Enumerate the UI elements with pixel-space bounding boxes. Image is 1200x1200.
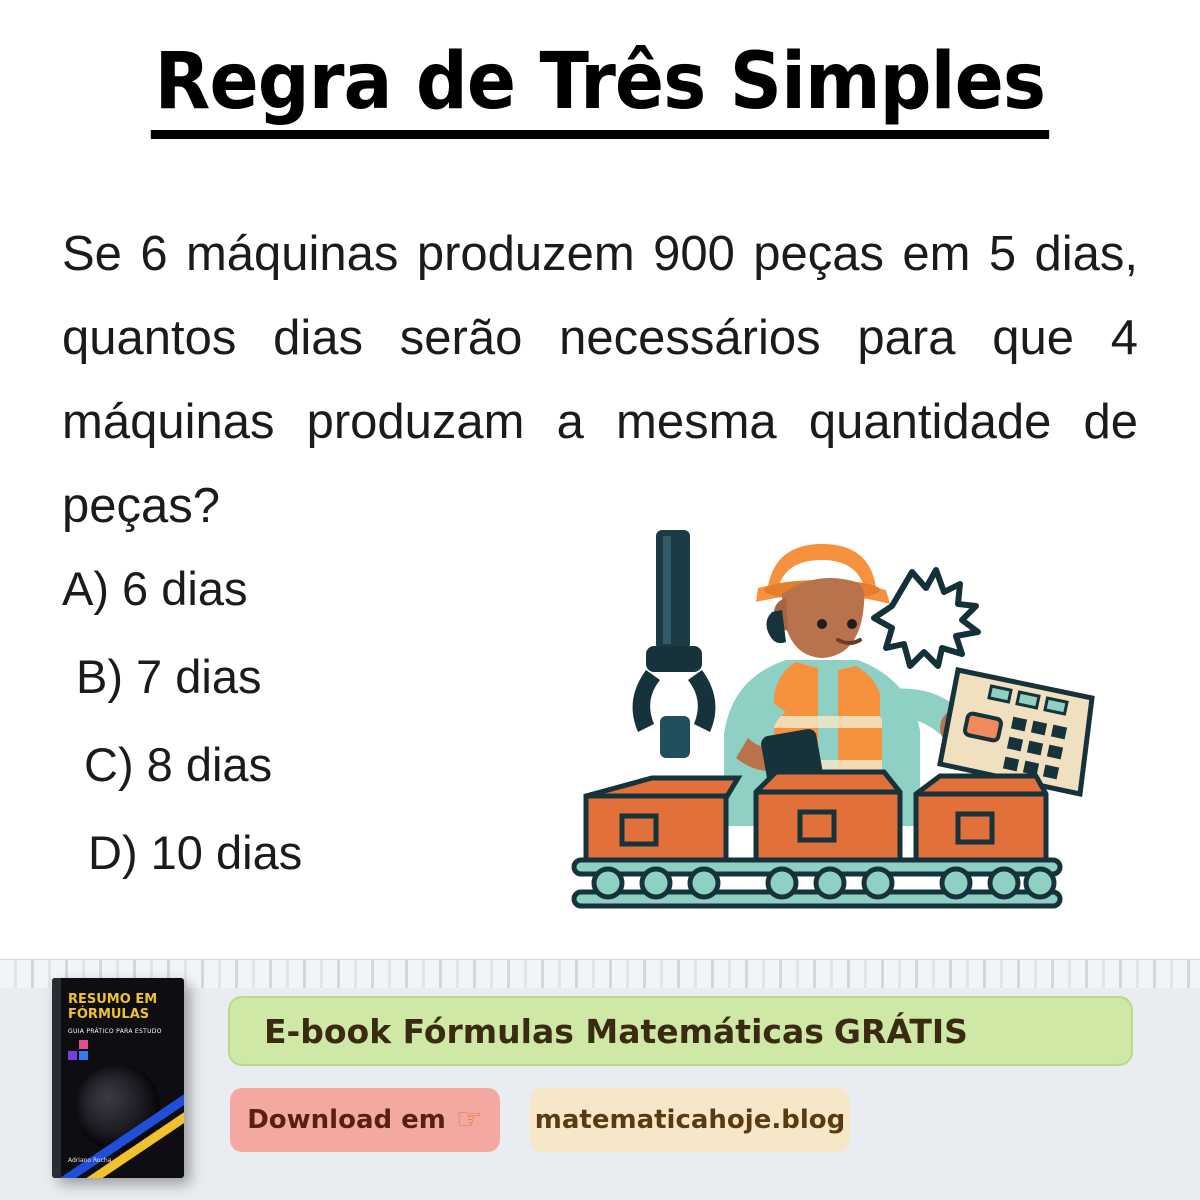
book-square-pink	[79, 1040, 88, 1049]
option-a[interactable]: A) 6 dias	[62, 562, 248, 615]
website-url-button[interactable]	[530, 1088, 850, 1152]
option-d[interactable]: D) 10 dias	[88, 826, 303, 879]
answer-options	[62, 545, 582, 897]
book-title-line1: RESUMO EM	[68, 992, 158, 1007]
book-square-blue	[79, 1051, 88, 1060]
question-text: Se 6 máquinas produzem 900 peças em 5 dias, quantos dias serão necessários para que 4 máquinas produzam a mesma quantidade de peças?	[62, 227, 1138, 533]
robot-arm-icon	[633, 530, 716, 758]
pointing-hand-icon: ☞	[455, 1102, 483, 1137]
book-spine	[52, 978, 61, 1178]
book-author: Adriano Rocha	[68, 1157, 112, 1164]
factory-worker-conveyor-illustration	[560, 520, 1100, 920]
book-title	[68, 992, 172, 1022]
page-title-text: Regra de Três Simples	[151, 42, 1049, 139]
banner-headline-plain: E-book Fórmulas Matemáticas	[264, 1011, 824, 1051]
speech-flash-icon	[874, 570, 978, 666]
option-b[interactable]: B) 7 dias	[76, 650, 262, 703]
banner-headline-strong: GRÁTIS	[833, 1011, 968, 1051]
cardboard-boxes	[586, 772, 1046, 864]
banner-headline	[228, 996, 1133, 1066]
option-c[interactable]: C) 8 dias	[84, 738, 273, 791]
book-square-purple	[68, 1051, 77, 1060]
promo-banner	[0, 959, 1200, 1200]
banner-content	[228, 996, 1178, 1192]
book-subtitle: GUIA PRÁTICO PARA ESTUDO	[68, 1028, 162, 1035]
download-label: Download em	[247, 1105, 446, 1135]
book-title-line2: FÓRMULAS	[68, 1007, 150, 1022]
website-url-label: matematicahoje.blog	[534, 1105, 846, 1135]
page-title	[0, 37, 1200, 139]
download-button[interactable]	[230, 1088, 500, 1152]
ebook-cover-image	[52, 978, 184, 1178]
conveyor-belt	[574, 860, 1060, 906]
